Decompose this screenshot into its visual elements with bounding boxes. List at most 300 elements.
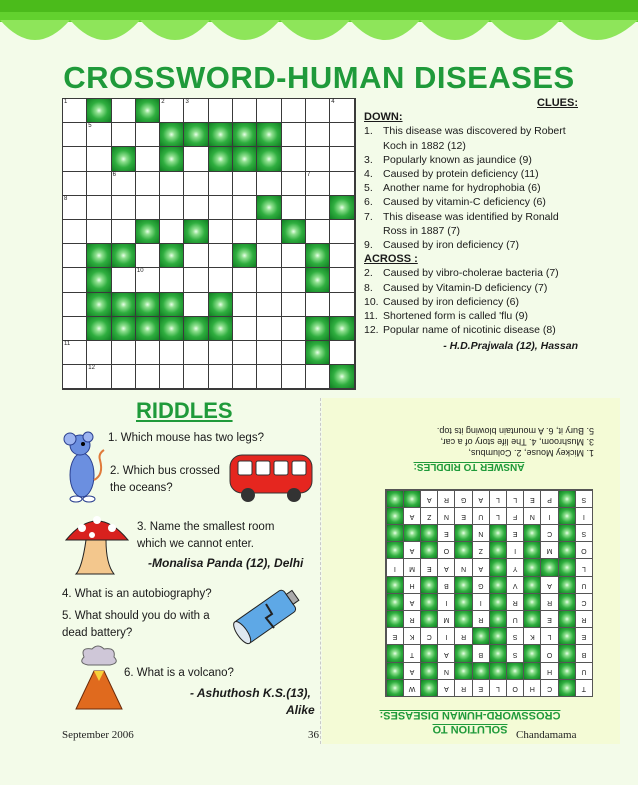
solution-letter-cell: E (575, 627, 592, 644)
scalloped-green-border (0, 0, 638, 62)
solution-letter-cell: B (437, 576, 454, 593)
crossword-block-cell (233, 147, 257, 171)
solution-block-cell (523, 662, 540, 679)
solution-block-cell (523, 541, 540, 558)
crossword-cell[interactable] (233, 341, 257, 365)
crossword-cell[interactable] (184, 147, 208, 171)
crossword-cell[interactable] (330, 123, 354, 147)
crossword-cell[interactable] (136, 244, 160, 268)
crossword-cell[interactable] (87, 365, 111, 389)
crossword-cell[interactable] (63, 293, 87, 317)
crossword-block-cell (136, 317, 160, 341)
crossword-cell[interactable] (136, 268, 160, 292)
solution-block-cell (558, 593, 575, 610)
solution-block-cell (558, 507, 575, 524)
solution-letter-cell: L (575, 559, 592, 576)
footer-page-number: 36 (308, 729, 319, 741)
crossword-cell[interactable] (112, 172, 136, 196)
crossword-block-cell (306, 317, 330, 341)
solution-letter-cell: K (403, 627, 420, 644)
solution-letter-cell: G (472, 576, 489, 593)
solution-letter-cell: A (403, 541, 420, 558)
crossword-cell[interactable] (209, 196, 233, 220)
crossword-cell[interactable] (112, 341, 136, 365)
clue-text: Popular name of nicotinic disease (8) (383, 324, 556, 337)
crossword-cell[interactable] (257, 293, 281, 317)
solution-letter-cell: H (523, 679, 540, 696)
clue-text: Caused by iron deficiency (6) (383, 295, 519, 308)
clue-number-label: 3. (364, 153, 373, 166)
solution-block-cell (558, 524, 575, 541)
crossword-cell[interactable] (112, 123, 136, 147)
clue-number-label: 10. (364, 295, 379, 308)
crossword-cell[interactable] (136, 172, 160, 196)
crossword-block-cell (306, 268, 330, 292)
solution-letter-cell: A (437, 559, 454, 576)
riddle-answers-line-2: 3. Mushroom, 4. The life story of a car, (440, 437, 594, 447)
solution-letter-cell: L (506, 490, 523, 507)
crossword-cell[interactable] (184, 196, 208, 220)
riddle-credit-1: -Monalisa Panda (12), Delhi (148, 556, 304, 570)
crossword-cell[interactable] (330, 147, 354, 171)
crossword-cell[interactable] (63, 220, 87, 244)
solution-block-cell (386, 507, 403, 524)
crossword-cell[interactable] (306, 123, 330, 147)
solution-letter-cell: N (523, 507, 540, 524)
solution-letter-cell: B (472, 644, 489, 661)
clue-text: Another name for hydrophobia (6) (383, 182, 541, 195)
clue-number-label: 12. (364, 324, 379, 337)
crossword-cell[interactable] (87, 172, 111, 196)
crossword-cell[interactable] (306, 293, 330, 317)
solution-heading-line2: CROSSWORD-HUMAN DISEASES: (379, 709, 561, 721)
crossword-cell[interactable] (257, 268, 281, 292)
crossword-cell[interactable] (330, 172, 354, 196)
crossword-cell[interactable] (112, 220, 136, 244)
crossword-cell[interactable] (306, 365, 330, 389)
down-clue (364, 153, 578, 167)
solution-letter-cell: U (575, 576, 592, 593)
crossword-block-cell (330, 317, 354, 341)
solution-letter-cell: E (455, 507, 472, 524)
crossword-cell[interactable] (184, 268, 208, 292)
solution-letter-cell: A (472, 559, 489, 576)
solution-block-cell (386, 541, 403, 558)
riddle-3-line1: 3. Name the smallest room (137, 521, 275, 533)
crossword-block-cell (112, 147, 136, 171)
solution-letter-cell: S (506, 627, 523, 644)
across-clue (364, 266, 578, 280)
solution-letter-cell: I (437, 627, 454, 644)
crossword-cell[interactable] (136, 147, 160, 171)
riddle-credit-2-line1: - Ashuthosh K.S.(13), (190, 686, 311, 700)
solution-letter-cell: S (575, 524, 592, 541)
crossword-block-cell (282, 220, 306, 244)
crossword-cell[interactable] (136, 365, 160, 389)
crossword-cell[interactable] (63, 268, 87, 292)
solution-block-cell (420, 662, 437, 679)
down-heading: DOWN: (364, 111, 403, 124)
solution-block-cell (386, 524, 403, 541)
crossword-cell[interactable] (282, 293, 306, 317)
crossword-cell[interactable] (282, 365, 306, 389)
solution-block-cell (386, 490, 403, 507)
crossword-cell[interactable] (63, 99, 87, 123)
crossword-cell[interactable] (184, 341, 208, 365)
crossword-block-cell (209, 147, 233, 171)
clues-panel (364, 96, 578, 354)
crossword-cell[interactable] (257, 244, 281, 268)
solution-letter-cell: Y (506, 559, 523, 576)
solution-letter-cell: U (506, 610, 523, 627)
crossword-block-cell (160, 317, 184, 341)
crossword-cell[interactable] (233, 365, 257, 389)
clue-number: 1 (64, 99, 68, 105)
solution-letter-cell: R (575, 610, 592, 627)
solution-letter-cell: I (575, 507, 592, 524)
clue-number-label: 6. (364, 196, 373, 209)
solution-block-cell (420, 593, 437, 610)
solution-block-cell (558, 610, 575, 627)
clue-text: Caused by vibro-cholerae bacteria (7) (383, 267, 559, 280)
clue-text: Popularly known as jaundice (9) (383, 153, 532, 166)
crossword-cell[interactable] (330, 99, 354, 123)
crossword-cell[interactable] (136, 341, 160, 365)
crossword-cell[interactable] (160, 268, 184, 292)
crossword-cell[interactable] (160, 341, 184, 365)
solution-letter-cell: U (575, 662, 592, 679)
solution-block-cell (489, 576, 506, 593)
crossword-cell[interactable] (233, 268, 257, 292)
crossword-cell[interactable] (233, 317, 257, 341)
riddle-answers-line-1: 1. Mickey Mouse, 2. Columbus, (468, 448, 594, 458)
crossword-cell[interactable] (63, 317, 87, 341)
solution-letter-cell: A (437, 644, 454, 661)
solution-letter-cell: E (437, 524, 454, 541)
crossword-cell[interactable] (87, 341, 111, 365)
crossword-cell[interactable] (282, 268, 306, 292)
solution-block-cell (455, 593, 472, 610)
answers-rotated-content (322, 398, 620, 744)
solution-heading-line1: SOLUTION TO (432, 723, 508, 735)
clue-text: Shortened form is called 'flu (9) (383, 310, 528, 323)
crossword-cell[interactable] (282, 244, 306, 268)
crossword-cell[interactable] (257, 172, 281, 196)
solution-block-cell (506, 662, 523, 679)
down-clue (364, 181, 578, 195)
crossword-cell[interactable] (87, 196, 111, 220)
down-clue (364, 238, 578, 252)
solution-block-cell (489, 524, 506, 541)
crossword-cell[interactable] (257, 99, 281, 123)
clue-number-label: 8. (364, 281, 373, 294)
solution-letter-cell: R (540, 593, 557, 610)
solution-block-cell (386, 662, 403, 679)
crossword-block-cell (112, 317, 136, 341)
crossword-cell[interactable] (257, 341, 281, 365)
crossword-cell[interactable] (209, 99, 233, 123)
solution-letter-cell: O (437, 541, 454, 558)
crossword-block-cell (257, 123, 281, 147)
riddle-credit-2-line2: Alike (286, 703, 315, 717)
crossword-cell[interactable] (63, 172, 87, 196)
solution-letter-cell: M (403, 559, 420, 576)
solution-letter-cell: U (472, 507, 489, 524)
crossword-cell[interactable] (87, 123, 111, 147)
solution-block-cell (558, 679, 575, 696)
clue-number: 12 (88, 365, 95, 372)
clue-text: This disease was identified by Ronald Ross in 1887 (7) (383, 210, 559, 237)
solution-letter-cell: O (575, 541, 592, 558)
solution-block-cell (523, 559, 540, 576)
riddles-title: RIDDLES (136, 398, 233, 423)
solution-block-cell (386, 679, 403, 696)
crossword-cell[interactable] (306, 196, 330, 220)
crossword-cell[interactable] (63, 147, 87, 171)
crossword-cell[interactable] (233, 99, 257, 123)
crossword-block-cell (160, 147, 184, 171)
crossword-cell[interactable] (282, 317, 306, 341)
solution-block-cell (489, 662, 506, 679)
solution-letter-cell: T (575, 679, 592, 696)
crossword-cell[interactable] (233, 196, 257, 220)
clue-number-label: 1. (364, 125, 373, 138)
solution-block-cell (523, 593, 540, 610)
clue-number-label: 9. (364, 239, 373, 252)
riddle-5-line2: dead battery? (62, 627, 133, 639)
page-title: CROSSWORD-HUMAN DISEASES (63, 60, 575, 95)
clue-number: 5 (88, 123, 92, 130)
crossword-cell[interactable] (160, 196, 184, 220)
solution-letter-cell: E (540, 610, 557, 627)
solution-letter-cell: N (437, 662, 454, 679)
solution-letter-cell: B (575, 644, 592, 661)
crossword-cell[interactable] (136, 123, 160, 147)
crossword-cell[interactable] (282, 99, 306, 123)
solution-block-cell (472, 662, 489, 679)
crossword-block-cell (257, 196, 281, 220)
crossword-cell[interactable] (282, 172, 306, 196)
crossword-cell[interactable] (136, 196, 160, 220)
crossword-cell[interactable] (184, 244, 208, 268)
crossword-cell[interactable] (209, 172, 233, 196)
solution-block-cell (420, 524, 437, 541)
crossword-block-cell (306, 244, 330, 268)
crossword-cell[interactable] (184, 365, 208, 389)
crossword-cell[interactable] (184, 293, 208, 317)
crossword-block-cell (209, 317, 233, 341)
solution-block-cell (523, 610, 540, 627)
across-heading: ACROSS : (364, 253, 418, 266)
solution-letter-cell: O (540, 644, 557, 661)
battery-illustration (228, 580, 306, 648)
crossword-cell[interactable] (63, 365, 87, 389)
solution-letter-cell: H (403, 576, 420, 593)
solution-letter-cell: I (506, 541, 523, 558)
crossword-cell[interactable] (282, 341, 306, 365)
crossword-cell[interactable] (160, 172, 184, 196)
riddle-5-line1: 5. What should you do with a (62, 610, 210, 622)
solution-block-cell (455, 644, 472, 661)
clue-number: 6 (112, 171, 116, 178)
riddle-1: 1. Which mouse has two legs? (108, 432, 264, 444)
riddle-answers-line-3: 5. Bury it, 6. A mountain blowing its top. (436, 426, 594, 436)
solution-letter-cell: S (506, 644, 523, 661)
crossword-cell[interactable] (209, 341, 233, 365)
volcano-illustration (72, 645, 126, 710)
solution-letter-cell: A (403, 507, 420, 524)
crossword-cell[interactable] (63, 123, 87, 147)
crossword-cell[interactable] (112, 268, 136, 292)
crossword-block-cell (87, 268, 111, 292)
clue-text: This disease was discovered by Robert Koch in 1882 (12) (383, 125, 566, 152)
solution-letter-cell: M (437, 610, 454, 627)
solution-letter-cell: P (540, 490, 557, 507)
solution-block-cell (558, 644, 575, 661)
crossword-cell[interactable] (330, 293, 354, 317)
crossword-block-cell (209, 123, 233, 147)
solution-block-cell (386, 610, 403, 627)
solution-letter-cell: R (455, 627, 472, 644)
crossword-cell[interactable] (184, 172, 208, 196)
crossword-block-cell (136, 99, 160, 123)
solution-letter-cell: N (437, 507, 454, 524)
clue-number: 2 (161, 99, 165, 105)
solution-letter-cell: A (420, 490, 437, 507)
solution-grid (385, 489, 593, 697)
crossword-cell[interactable] (330, 220, 354, 244)
crossword-cell[interactable] (282, 123, 306, 147)
across-clues-list (364, 266, 578, 337)
crossword-block-cell (233, 244, 257, 268)
crossword-block-cell (112, 293, 136, 317)
solution-block-cell (489, 610, 506, 627)
solution-letter-cell: Z (420, 507, 437, 524)
crossword-cell[interactable] (233, 220, 257, 244)
crossword-cell[interactable] (209, 244, 233, 268)
clue-number: 10 (136, 268, 144, 275)
clue-number-label: 2. (364, 267, 373, 280)
solution-letter-cell: K (523, 627, 540, 644)
crossword-block-cell (160, 123, 184, 147)
crossword-block-cell (330, 196, 354, 220)
across-clue (364, 295, 578, 309)
solution-block-cell (403, 524, 420, 541)
mushroom-illustration (62, 508, 132, 578)
crossword-cell[interactable] (233, 172, 257, 196)
crossword-block-cell (136, 220, 160, 244)
solution-letter-cell: L (489, 507, 506, 524)
crossword-cell[interactable] (63, 244, 87, 268)
solution-block-cell (455, 610, 472, 627)
crossword-cell[interactable] (209, 365, 233, 389)
crossword-grid (62, 98, 356, 390)
crossword-cell[interactable] (233, 293, 257, 317)
crossword-cell[interactable] (306, 172, 330, 196)
solution-block-cell (420, 644, 437, 661)
solution-letter-cell: E (506, 524, 523, 541)
solution-letter-cell: V (506, 576, 523, 593)
crossword-cell[interactable] (209, 268, 233, 292)
solution-letter-cell: N (455, 559, 472, 576)
clue-number: 4 (331, 99, 335, 105)
crossword-cell[interactable] (306, 99, 330, 123)
crossword-cell[interactable] (87, 147, 111, 171)
solution-letter-cell: A (540, 576, 557, 593)
crossword-cell[interactable] (257, 365, 281, 389)
solution-letter-cell: I (472, 593, 489, 610)
solution-letter-cell: E (420, 559, 437, 576)
crossword-cell[interactable] (330, 268, 354, 292)
clue-text: Caused by iron deficiency (7) (383, 239, 519, 252)
crossword-cell[interactable] (257, 220, 281, 244)
crossword-cell[interactable] (184, 99, 208, 123)
solution-block-cell (489, 644, 506, 661)
crossword-cell[interactable] (282, 147, 306, 171)
crossword-cell[interactable] (63, 196, 87, 220)
solution-letter-cell: R (437, 490, 454, 507)
solution-letter-cell: R (455, 679, 472, 696)
solution-block-cell (558, 541, 575, 558)
solution-block-cell (558, 559, 575, 576)
riddle-2-line1: 2. Which bus crossed (110, 465, 220, 477)
solution-letter-cell: R (506, 593, 523, 610)
crossword-block-cell (87, 99, 111, 123)
clue-number-label: 4. (364, 168, 373, 181)
crossword-cell[interactable] (87, 220, 111, 244)
solution-block-cell (489, 593, 506, 610)
solution-letter-cell: C (575, 593, 592, 610)
riddle-answers (344, 425, 594, 472)
crossword-block-cell (160, 244, 184, 268)
solution-block-cell (523, 576, 540, 593)
solution-block-cell (558, 490, 575, 507)
crossword-cell[interactable] (209, 220, 233, 244)
crossword-block-cell (87, 317, 111, 341)
crossword-cell[interactable] (282, 196, 306, 220)
solution-block-cell (489, 559, 506, 576)
solution-block-cell (558, 576, 575, 593)
solution-letter-cell: C (420, 627, 437, 644)
solution-letter-cell: C (540, 524, 557, 541)
crossword-cell[interactable] (63, 341, 87, 365)
down-clue (364, 195, 578, 209)
crossword-block-cell (209, 293, 233, 317)
solution-block-cell (420, 576, 437, 593)
solution-letter-cell: A (437, 679, 454, 696)
solution-letter-cell: A (472, 490, 489, 507)
clue-number: 7 (306, 171, 311, 178)
solution-letter-cell: A (403, 593, 420, 610)
crossword-cell[interactable] (257, 317, 281, 341)
solution-block-cell (420, 610, 437, 627)
crossword-cell[interactable] (306, 220, 330, 244)
solution-block-cell (386, 576, 403, 593)
crossword-cell[interactable] (306, 147, 330, 171)
riddle-6: 6. What is a volcano? (124, 667, 234, 679)
crossword-cell[interactable] (160, 220, 184, 244)
crossword-cell[interactable] (160, 99, 184, 123)
crossword-cell[interactable] (112, 99, 136, 123)
crossword-cell[interactable] (112, 365, 136, 389)
clue-number-label: 7. (364, 210, 373, 223)
crossword-cell[interactable] (112, 196, 136, 220)
clue-text: Caused by vitamin-C deficiency (6) (383, 196, 546, 209)
solution-letter-cell: T (403, 644, 420, 661)
crossword-cell[interactable] (330, 244, 354, 268)
crossword-cell[interactable] (330, 341, 354, 365)
crossword-cell[interactable] (160, 365, 184, 389)
